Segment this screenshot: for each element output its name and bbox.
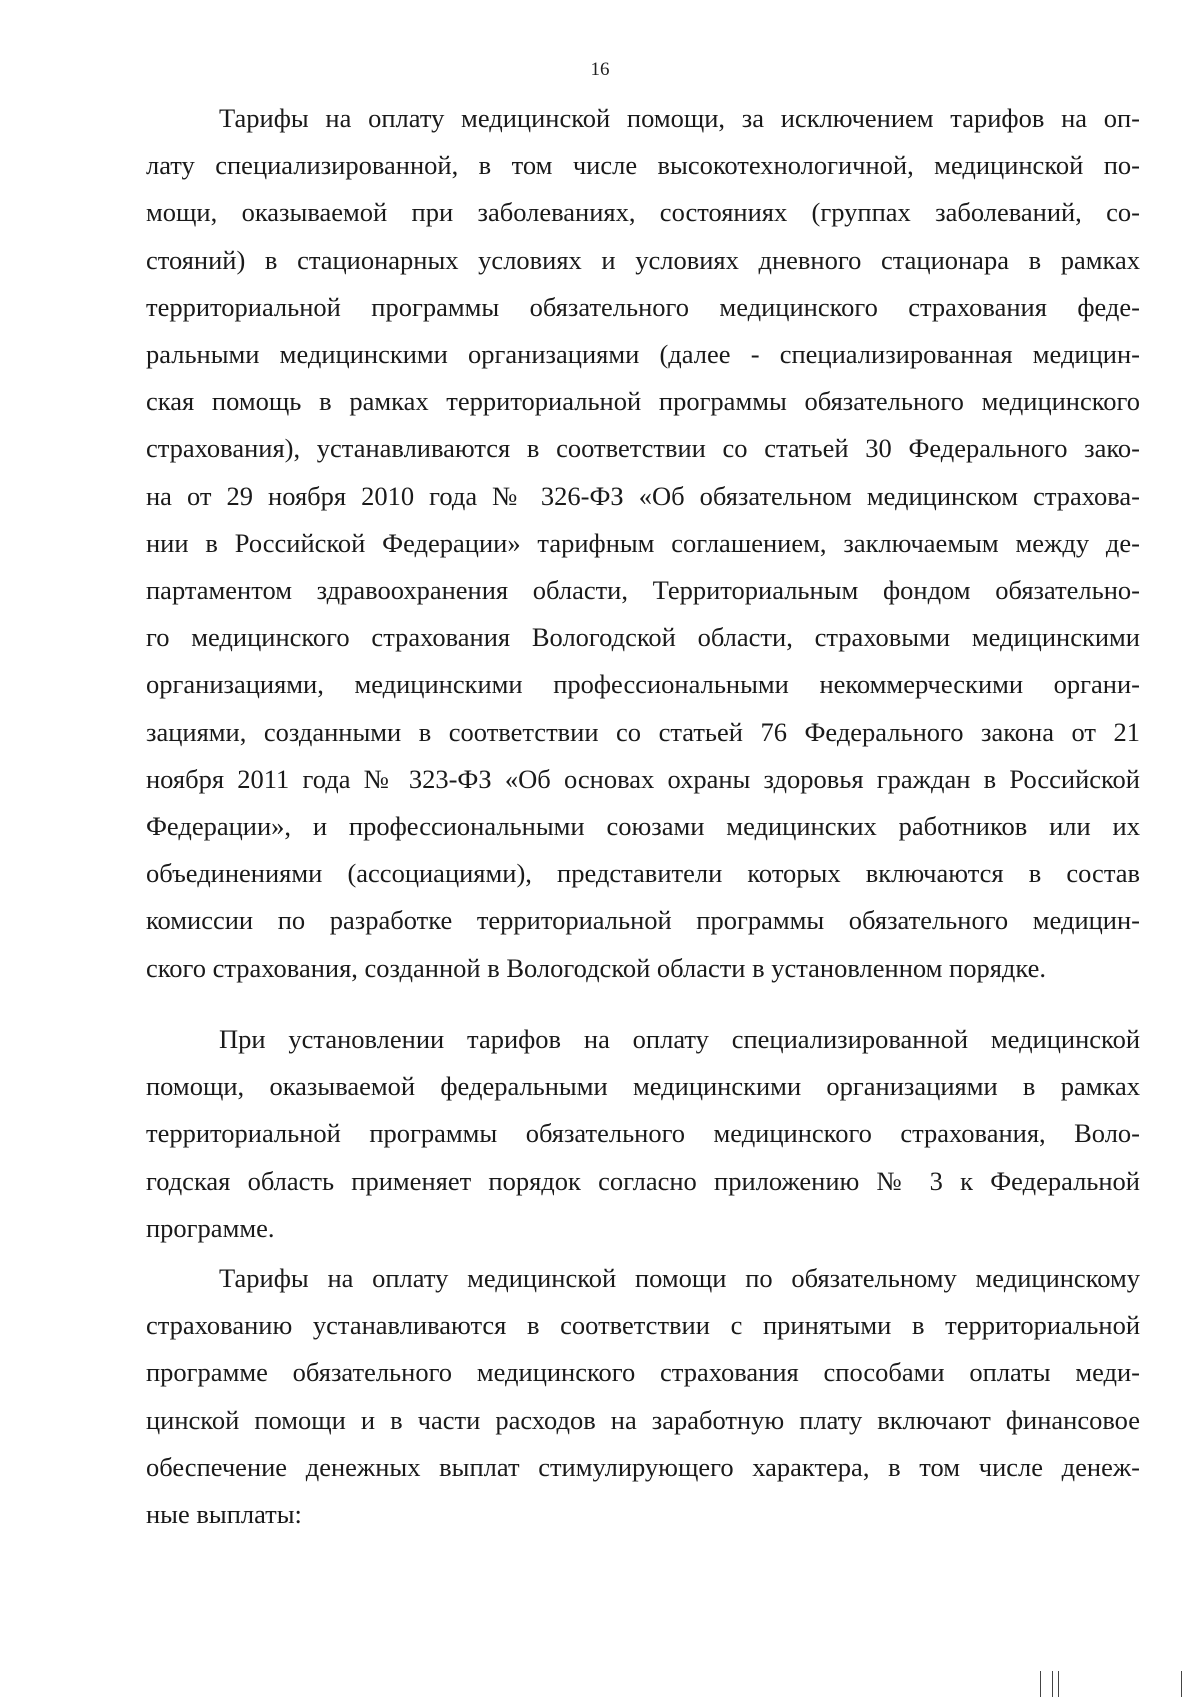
text-line: ского страхования, созданной в Вологодской области в установленном порядке. <box>146 952 1046 983</box>
text-line: ноября 2011 года № 323-ФЗ «Об основах охраны здоровья граждан в Российской <box>146 763 1140 794</box>
text-line: ральными медицинскими организациями (далее - специализированная медицин- <box>146 339 1140 370</box>
text-line: на от 29 ноября 2010 года № 326-ФЗ «Об обязательном медицинском страхова- <box>146 480 1140 511</box>
text-line: стояний) в стационарных условиях и условиях дневного стационара в рамках <box>146 244 1140 275</box>
paragraph-3 <box>146 1255 1140 1538</box>
page-number: 16 <box>590 59 610 80</box>
text-line: помощи, оказываемой федеральными медицинскими организациями в рамках <box>146 1071 1140 1102</box>
text-line: организациями, медицинскими профессиональными некоммерческими органи- <box>146 669 1140 700</box>
text-line: страхования), устанавливаются в соответствии со статьей 30 Федерального зако- <box>146 433 1140 464</box>
scan-mark <box>1058 1671 1059 1697</box>
text-line: При установлении тарифов на оплату специализированной медицинской <box>219 1024 1140 1054</box>
text-line: партаментом здравоохранения области, Территориальным фондом обязательно- <box>146 575 1140 606</box>
text-line: цинской помощи и в части расходов на заработную плату включают финансовое <box>146 1404 1140 1435</box>
paragraph-1 <box>146 95 1140 992</box>
text-line: Федерации», и профессиональными союзами медицинских работников или их <box>146 811 1140 842</box>
text-line: Тарифы на оплату медицинской помощи, за исключением тарифов на оп- <box>219 103 1140 133</box>
text-line: объединениями (ассоциациями), представители которых включаются в состав <box>146 858 1140 889</box>
text-line: лату специализированной, в том числе высокотехнологичной, медицинской по- <box>146 150 1140 181</box>
text-line: комиссии по разработке территориальной программы обязательного медицин- <box>146 905 1140 936</box>
text-line: ская помощь в рамках территориальной программы обязательного медицинского <box>146 386 1140 417</box>
text-line: мощи, оказываемой при заболеваниях, состояниях (группах заболеваний, со- <box>146 197 1140 228</box>
text-line: нии в Российской Федерации» тарифным соглашением, заключаемым между де- <box>146 527 1140 558</box>
text-line: программе. <box>146 1212 275 1243</box>
scan-mark <box>1052 1671 1053 1697</box>
paragraph-2 <box>146 1016 1140 1252</box>
text-line: зациями, созданными в соответствии со статьей 76 Федерального закона от 21 <box>146 716 1140 747</box>
text-line: страхованию устанавливаются в соответствии с принятыми в территориальной <box>146 1310 1140 1341</box>
scan-mark <box>1181 1671 1182 1697</box>
scan-mark <box>1040 1671 1041 1697</box>
text-line: Тарифы на оплату медицинской помощи по обязательному медицинскому <box>219 1263 1140 1293</box>
text-line: ные выплаты: <box>146 1499 302 1530</box>
text-line: программе обязательного медицинского страхования способами оплаты меди- <box>146 1357 1140 1388</box>
text-line: годская область применяет порядок согласно приложению № 3 к Федеральной <box>146 1165 1140 1196</box>
text-line: го медицинского страхования Вологодской области, страховыми медицинскими <box>146 622 1140 653</box>
text-line: территориальной программы обязательного медицинского страхования, Воло- <box>146 1118 1140 1149</box>
text-line: территориальной программы обязательного медицинского страхования феде- <box>146 291 1140 322</box>
text-line: обеспечение денежных выплат стимулирующего характера, в том числе денеж- <box>146 1451 1140 1482</box>
